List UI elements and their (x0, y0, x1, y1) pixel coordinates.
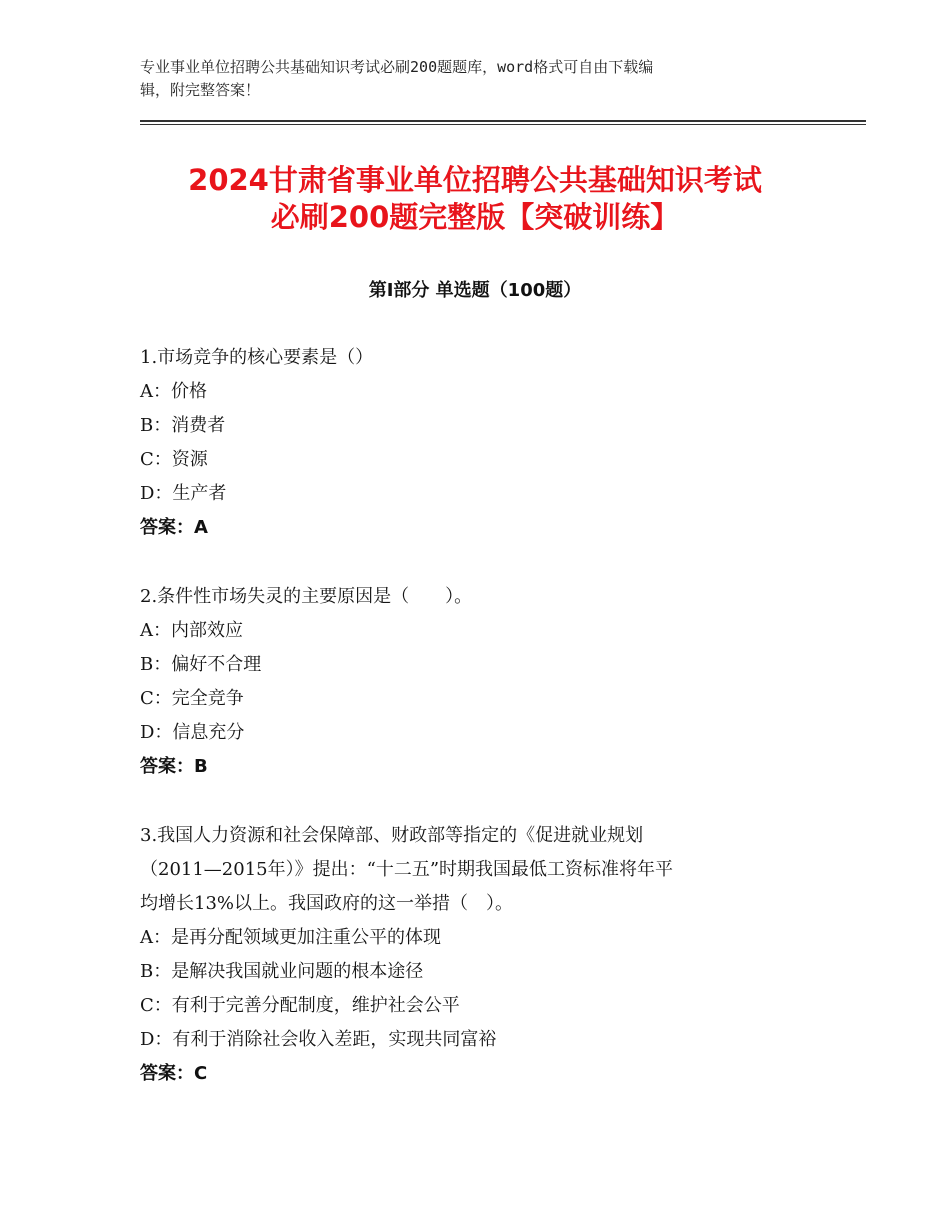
option-b: B：是解决我国就业问题的根本途径 (140, 961, 424, 982)
answer: 答案：C (140, 1063, 208, 1084)
option-d: D：信息充分 (140, 722, 245, 743)
question-stem-line-1: 3.我国人力资源和社会保障部、财政部等指定的《促进就业规划 (140, 825, 644, 846)
answer: 答案：B (140, 756, 208, 777)
header-note (140, 56, 800, 102)
option-a: A：价格 (140, 381, 207, 402)
question-stem-line-3: 均增长13%以上。我国政府的这一举措（ ）。 (140, 893, 514, 914)
header-note-line-2: 辑，附完整答案！ (140, 81, 261, 99)
question-1 (140, 341, 820, 545)
option-c: C：资源 (140, 449, 208, 470)
document-title-line-2: 必刷200题完整版【突破训练】 (270, 200, 680, 234)
question-stem-line-2: （2011—2015年）》提出：“十二五”时期我国最低工资标准将年平 (140, 859, 674, 880)
question-stem: 2.条件性市场失灵的主要原因是（ ）。 (140, 586, 473, 607)
header-note-line-1: 专业事业单位招聘公共基础知识考试必刷200题题库，word格式可自由下载编 (140, 58, 654, 76)
option-b: B：消费者 (140, 415, 226, 436)
section-heading: 第Ⅰ部分 单选题（100题） (368, 280, 582, 301)
question-stem: 1.市场竞争的核心要素是（） (140, 347, 374, 368)
document-title-line-1: 2024甘肃省事业单位招聘公共基础知识考试 (188, 163, 762, 197)
option-c: C：有利于完善分配制度，维护社会公平 (140, 995, 460, 1016)
header-divider-thick (140, 120, 866, 122)
option-a: A：内部效应 (140, 620, 243, 641)
option-c: C：完全竞争 (140, 688, 244, 709)
question-3 (140, 819, 820, 1091)
question-2 (140, 580, 820, 784)
header-divider-thin (140, 124, 866, 125)
answer: 答案：A (140, 517, 208, 538)
option-d: D：生产者 (140, 483, 227, 504)
option-a: A：是再分配领域更加注重公平的体现 (140, 927, 441, 948)
option-b: B：偏好不合理 (140, 654, 262, 675)
option-d: D：有利于消除社会收入差距，实现共同富裕 (140, 1029, 497, 1050)
